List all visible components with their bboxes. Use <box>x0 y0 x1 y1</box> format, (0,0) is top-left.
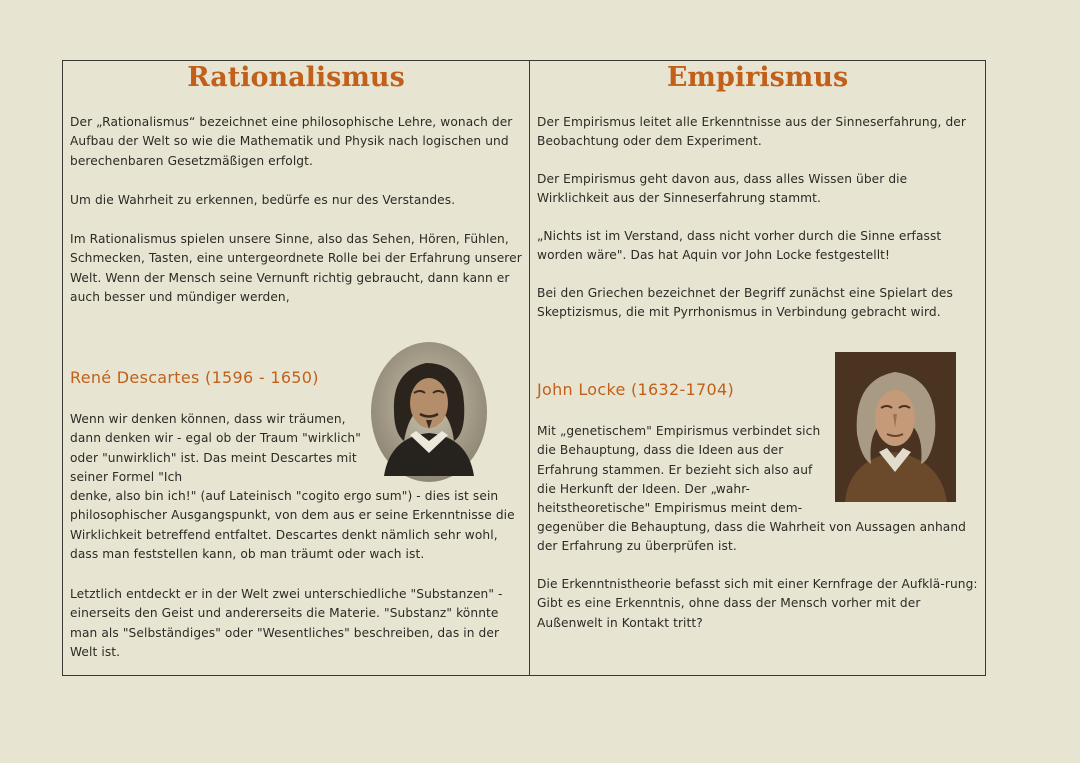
empiricism-greeks: Bei den Griechen bezeichnet der Begriff zunächst eine Spielart des Skeptizismus, die mit Pyrrhonismus in Verbindung gebracht wird. <box>537 286 953 320</box>
descartes-substances: Letztlich entdeckt er in der Welt zwei unterschiedliche "Substanzen" - einerseits den Geist und andererseits die Materie. "Substanz" könnte man als "Selbständiges" oder "Wesentliches" beschreiben, das in der Welt ist. <box>70 587 503 659</box>
rationalism-senses: Im Rationalismus spielen unsere Sinne, also das Sehen, Hören, Fühlen, Schmecken, Tasten, eine untergeordnete Rolle bei der Erfahrung unserer Welt. Wenn der Mensch seine Vernunft richtig gebraucht, dann kann er auch besser und mündiger werden, <box>70 232 522 304</box>
locke-text-truth: gegenüber die Behauptung, dass die Wahrheit von Aussagen anhand der Erfahrung zu überprüfen ist. <box>537 520 967 554</box>
empiricism-aquin-quote: „Nichts ist im Verstand, dass nicht vorher durch die Sinne erfasst worden wäre". Das hat Aquin vor John Locke festgestellt! <box>537 229 942 263</box>
rationalism-truth: Um die Wahrheit zu erkennen, bedürfe es nur des Verstandes. <box>70 193 456 207</box>
locke-portrait <box>835 352 956 502</box>
descartes-text-intro: Wenn wir denken können, dass wir träumen, dann denken wir - egal ob der Traum "wirklich" oder "unwirklich" ist. Das meint Descartes mit seiner Formel "Ich <box>70 412 361 484</box>
epistemology-question: Die Erkenntnistheorie befasst sich mit einer Kernfrage der Aufklä-rung: Gibt es eine Erkenntnis, ohne dass der Mensch vorher mit der Außenwelt in Kontakt tritt? <box>537 577 978 630</box>
descartes-text-cogito: denke, also bin ich!" (auf Lateinisch "cogito ergo sum") - dies ist sein philosophischer Ausgangspunkt, von dem aus er seine Erkenntnisse die Wirklichkeit betreffend entfaltet. Descartes denkt nämlich sehr wohl, dass man feststellen kann, ob man träumt oder wach ist. <box>70 489 515 561</box>
locke-name: John Locke (1632-1704) <box>537 380 735 399</box>
rationalism-definition: Der „Rationalismus“ bezeichnet eine philosophische Lehre, wonach der Aufbau der Welt so wie die Mathematik und Physik nach logischen und berechenbaren Gesetzmäßigen erfolgt. <box>70 115 513 168</box>
empiricism-knowledge: Der Empirismus geht davon aus, dass alles Wissen über die Wirklichkeit aus der Sinneserfahrung stammt. <box>537 172 908 206</box>
locke-text-genetic: Mit „genetischem" Empirismus verbindet sich die Behauptung, dass die Ideen aus der Erfahrung stammen. Er bezieht sich also auf die Herkunft der Ideen. Der „wahr-heitstheoretische" Empirismus meint dem- <box>537 424 821 516</box>
descartes-portrait <box>370 341 488 483</box>
empiricism-definition: Der Empirismus leitet alle Erkenntnisse aus der Sinneserfahrung, der Beobachtung oder dem Experiment. <box>537 115 967 149</box>
comparison-table <box>62 60 986 676</box>
empiricism-title: Empirismus <box>666 62 849 93</box>
rationalism-column <box>63 61 530 675</box>
empiricism-column <box>530 61 985 675</box>
descartes-name: René Descartes (1596 - 1650) <box>70 368 319 387</box>
rationalism-title: Rationalismus <box>187 62 405 93</box>
